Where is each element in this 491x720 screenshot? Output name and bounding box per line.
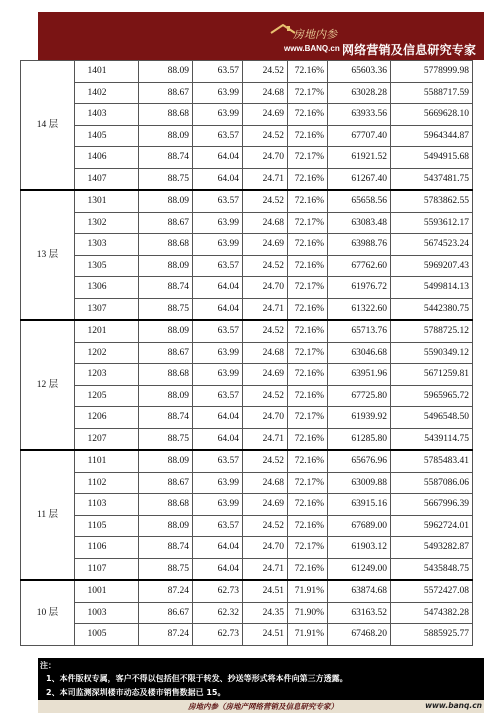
table-cell: 88.67: [139, 82, 193, 104]
table-cell: 71.90%: [288, 602, 328, 624]
table-cell: 88.09: [139, 320, 193, 342]
table-cell: 63933.56: [328, 104, 391, 126]
table-cell: 63046.68: [328, 342, 391, 364]
table-cell: 5669628.10: [391, 104, 473, 126]
table-row: [21, 168, 473, 190]
unit-number: 1403: [75, 104, 139, 126]
table-cell: 24.68: [243, 472, 288, 494]
table-cell: 72.16%: [288, 494, 328, 516]
unit-number: 1407: [75, 168, 139, 190]
table-cell: 63.99: [193, 82, 243, 104]
table-cell: 5494915.68: [391, 147, 473, 169]
table-cell: 24.70: [243, 407, 288, 429]
table-cell: 24.68: [243, 82, 288, 104]
table-cell: 88.09: [139, 450, 193, 472]
table-cell: 5885925.77: [391, 624, 473, 646]
table-row: [21, 450, 473, 472]
table-cell: 72.17%: [288, 407, 328, 429]
table-cell: 24.52: [243, 385, 288, 407]
page-header: [38, 12, 484, 60]
table-cell: 63.57: [193, 450, 243, 472]
table-cell: 72.16%: [288, 255, 328, 277]
unit-number: 1406: [75, 147, 139, 169]
table-row: [21, 602, 473, 624]
table-cell: 24.52: [243, 190, 288, 212]
table-cell: 72.16%: [288, 125, 328, 147]
table-cell: 65658.56: [328, 190, 391, 212]
table-cell: 88.67: [139, 212, 193, 234]
table-row: [21, 61, 473, 83]
table-cell: 24.69: [243, 104, 288, 126]
unit-number: 1307: [75, 298, 139, 320]
table-cell: 72.16%: [288, 515, 328, 537]
unit-number: 1203: [75, 364, 139, 386]
table-cell: 5674523.24: [391, 234, 473, 256]
table-row: [21, 277, 473, 299]
footer-url: www.banq.cn: [425, 701, 482, 710]
table-cell: 63028.28: [328, 82, 391, 104]
table-cell: 88.68: [139, 364, 193, 386]
table-cell: 71.91%: [288, 624, 328, 646]
unit-number: 1001: [75, 580, 139, 602]
table-cell: 5778999.98: [391, 61, 473, 83]
table-cell: 72.17%: [288, 537, 328, 559]
table-cell: 61267.40: [328, 168, 391, 190]
table-cell: 24.70: [243, 537, 288, 559]
table-cell: 63874.68: [328, 580, 391, 602]
table-row: [21, 342, 473, 364]
unit-number: 1201: [75, 320, 139, 342]
table-cell: 71.91%: [288, 580, 328, 602]
table-cell: 88.68: [139, 104, 193, 126]
table-cell: 5493282.87: [391, 537, 473, 559]
unit-number: 1301: [75, 190, 139, 212]
table-cell: 88.67: [139, 472, 193, 494]
table-cell: 63.99: [193, 364, 243, 386]
table-cell: 5588717.59: [391, 82, 473, 104]
table-cell: 5783862.55: [391, 190, 473, 212]
table-cell: 72.17%: [288, 147, 328, 169]
table-cell: 86.67: [139, 602, 193, 624]
unit-number: 1105: [75, 515, 139, 537]
unit-number: 1205: [75, 385, 139, 407]
table-cell: 62.73: [193, 580, 243, 602]
table-cell: 72.16%: [288, 234, 328, 256]
table-cell: 72.16%: [288, 61, 328, 83]
table-cell: 24.71: [243, 558, 288, 580]
table-cell: 72.16%: [288, 168, 328, 190]
table-cell: 24.51: [243, 580, 288, 602]
table-cell: 72.17%: [288, 82, 328, 104]
table-cell: 63083.48: [328, 212, 391, 234]
table-cell: 72.17%: [288, 342, 328, 364]
table-cell: 65676.96: [328, 450, 391, 472]
table-cell: 63.99: [193, 342, 243, 364]
table-cell: 65603.36: [328, 61, 391, 83]
table-cell: 24.71: [243, 428, 288, 450]
table-cell: 63.57: [193, 515, 243, 537]
table-cell: 24.52: [243, 515, 288, 537]
footer-bar: [38, 700, 484, 713]
unit-number: 1005: [75, 624, 139, 646]
table-row: [21, 125, 473, 147]
table-cell: 24.71: [243, 298, 288, 320]
unit-number: 1107: [75, 558, 139, 580]
table-cell: 24.35: [243, 602, 288, 624]
table-cell: 72.17%: [288, 472, 328, 494]
table-cell: 24.68: [243, 342, 288, 364]
table-cell: 5587086.06: [391, 472, 473, 494]
table-cell: 88.74: [139, 147, 193, 169]
table-cell: 64.04: [193, 147, 243, 169]
table-cell: 67725.80: [328, 385, 391, 407]
table-cell: 72.16%: [288, 320, 328, 342]
table-cell: 67689.00: [328, 515, 391, 537]
table-row: [21, 147, 473, 169]
table-row: [21, 298, 473, 320]
table-cell: 72.17%: [288, 212, 328, 234]
table-cell: 5667996.39: [391, 494, 473, 516]
table-row: [21, 558, 473, 580]
table-row: [21, 472, 473, 494]
table-cell: 63988.76: [328, 234, 391, 256]
table-cell: 87.24: [139, 624, 193, 646]
table-cell: 63.57: [193, 255, 243, 277]
table-cell: 88.75: [139, 168, 193, 190]
table-cell: 88.68: [139, 234, 193, 256]
table-cell: 63.57: [193, 190, 243, 212]
table-cell: 5499814.13: [391, 277, 473, 299]
table-cell: 64.04: [193, 168, 243, 190]
unit-number: 1101: [75, 450, 139, 472]
table-cell: 65713.76: [328, 320, 391, 342]
table-row: [21, 82, 473, 104]
table-cell: 72.16%: [288, 104, 328, 126]
table-cell: 5969207.43: [391, 255, 473, 277]
table-cell: 24.68: [243, 212, 288, 234]
floor-label: 13 层: [21, 190, 75, 320]
table-cell: 72.16%: [288, 450, 328, 472]
table-cell: 63.57: [193, 61, 243, 83]
table-cell: 88.75: [139, 298, 193, 320]
unit-number: 1206: [75, 407, 139, 429]
footer-notes: [38, 658, 484, 713]
unit-number: 1402: [75, 82, 139, 104]
table-cell: 62.32: [193, 602, 243, 624]
table-cell: 61903.12: [328, 537, 391, 559]
table-cell: 64.04: [193, 428, 243, 450]
table-cell: 63163.52: [328, 602, 391, 624]
note-line-2: 2、本司监测深圳楼市动态及楼市销售数据已 15。: [46, 688, 226, 697]
table-cell: 64.04: [193, 298, 243, 320]
table-cell: 24.71: [243, 168, 288, 190]
unit-price-table: [20, 60, 473, 646]
table-cell: 88.09: [139, 515, 193, 537]
table-cell: 88.75: [139, 558, 193, 580]
table-cell: 5437481.75: [391, 168, 473, 190]
footer-bar-text: 房地内参（房地产网络营销及信息研究专家）: [188, 702, 338, 711]
table-cell: 5572427.08: [391, 580, 473, 602]
table-cell: 88.09: [139, 385, 193, 407]
note-line-1: 1、本件版权专属，客户不得以包括但不限于转发、抄送等形式将本件向第三方透露。: [46, 674, 348, 683]
table-cell: 5788725.12: [391, 320, 473, 342]
table-cell: 67468.20: [328, 624, 391, 646]
unit-number: 1102: [75, 472, 139, 494]
table-row: [21, 407, 473, 429]
table-cell: 88.74: [139, 407, 193, 429]
table-cell: 63.57: [193, 320, 243, 342]
table-cell: 5785483.41: [391, 450, 473, 472]
table-cell: 24.70: [243, 277, 288, 299]
table-cell: 24.69: [243, 494, 288, 516]
floor-label: 10 层: [21, 580, 75, 645]
logo-url: www.BANQ.cn: [284, 44, 340, 53]
table-cell: 72.17%: [288, 277, 328, 299]
unit-number: 1401: [75, 61, 139, 83]
table-row: [21, 515, 473, 537]
unit-number: 1202: [75, 342, 139, 364]
table-cell: 88.09: [139, 190, 193, 212]
table-cell: 24.70: [243, 147, 288, 169]
table-cell: 63.99: [193, 494, 243, 516]
table-row: [21, 212, 473, 234]
table-cell: 61322.60: [328, 298, 391, 320]
table-cell: 64.04: [193, 558, 243, 580]
unit-number: 1302: [75, 212, 139, 234]
table-cell: 72.16%: [288, 385, 328, 407]
table-cell: 24.52: [243, 255, 288, 277]
table-row: [21, 190, 473, 212]
table-cell: 61976.72: [328, 277, 391, 299]
table-cell: 62.73: [193, 624, 243, 646]
table-cell: 88.74: [139, 277, 193, 299]
floor-label: 11 层: [21, 450, 75, 580]
table-cell: 72.16%: [288, 190, 328, 212]
table-cell: 24.69: [243, 234, 288, 256]
table-cell: 63.57: [193, 125, 243, 147]
table-cell: 88.68: [139, 494, 193, 516]
table-cell: 88.74: [139, 537, 193, 559]
table-row: [21, 537, 473, 559]
table-row: [21, 624, 473, 646]
table-cell: 64.04: [193, 407, 243, 429]
table-cell: 88.67: [139, 342, 193, 364]
table-row: [21, 234, 473, 256]
table-cell: 67762.60: [328, 255, 391, 277]
unit-number: 1003: [75, 602, 139, 624]
table-cell: 63951.96: [328, 364, 391, 386]
header-slogan: 网络营销及信息研究专家: [342, 43, 477, 57]
table-cell: 5439114.75: [391, 428, 473, 450]
table-cell: 24.52: [243, 450, 288, 472]
table-row: [21, 428, 473, 450]
unit-number: 1207: [75, 428, 139, 450]
table-cell: 63.99: [193, 472, 243, 494]
table-cell: 88.09: [139, 61, 193, 83]
unit-number: 1405: [75, 125, 139, 147]
table-cell: 24.69: [243, 364, 288, 386]
table-cell: 61939.92: [328, 407, 391, 429]
table-cell: 63.57: [193, 385, 243, 407]
table-cell: 63.99: [193, 212, 243, 234]
table-cell: 5964344.87: [391, 125, 473, 147]
table-cell: 24.52: [243, 320, 288, 342]
logo-text: 房地内参: [293, 28, 337, 41]
table-cell: 61249.00: [328, 558, 391, 580]
unit-number: 1103: [75, 494, 139, 516]
table-cell: 72.16%: [288, 558, 328, 580]
table-cell: 88.75: [139, 428, 193, 450]
unit-number: 1305: [75, 255, 139, 277]
table-row: [21, 385, 473, 407]
floor-label: 14 层: [21, 61, 75, 191]
table-cell: 67707.40: [328, 125, 391, 147]
table-cell: 72.16%: [288, 428, 328, 450]
table-cell: 63.99: [193, 234, 243, 256]
table-cell: 5671259.81: [391, 364, 473, 386]
table-cell: 5496548.50: [391, 407, 473, 429]
table-cell: 5435848.75: [391, 558, 473, 580]
table-cell: 88.09: [139, 125, 193, 147]
table-cell: 64.04: [193, 537, 243, 559]
table-cell: 61285.80: [328, 428, 391, 450]
table-cell: 24.51: [243, 624, 288, 646]
table-cell: 63915.16: [328, 494, 391, 516]
table-cell: 88.09: [139, 255, 193, 277]
table-row: [21, 494, 473, 516]
table-row: [21, 104, 473, 126]
table-cell: 5962724.01: [391, 515, 473, 537]
note-title: 注：: [40, 661, 56, 670]
table-row: [21, 255, 473, 277]
table-row: [21, 320, 473, 342]
table-cell: 5474382.28: [391, 602, 473, 624]
table-cell: 5442380.75: [391, 298, 473, 320]
table-row: [21, 580, 473, 602]
table-cell: 5590349.12: [391, 342, 473, 364]
table-cell: 61921.52: [328, 147, 391, 169]
table-cell: 5965965.72: [391, 385, 473, 407]
unit-number: 1303: [75, 234, 139, 256]
table-cell: 24.52: [243, 125, 288, 147]
table-cell: 63.99: [193, 104, 243, 126]
table-cell: 63009.88: [328, 472, 391, 494]
table-cell: 5593612.17: [391, 212, 473, 234]
table-cell: 24.52: [243, 61, 288, 83]
table-cell: 72.16%: [288, 298, 328, 320]
table-cell: 87.24: [139, 580, 193, 602]
table-cell: 64.04: [193, 277, 243, 299]
table-row: [21, 364, 473, 386]
unit-number: 1306: [75, 277, 139, 299]
unit-number: 1106: [75, 537, 139, 559]
table-cell: 72.16%: [288, 364, 328, 386]
floor-label: 12 层: [21, 320, 75, 450]
